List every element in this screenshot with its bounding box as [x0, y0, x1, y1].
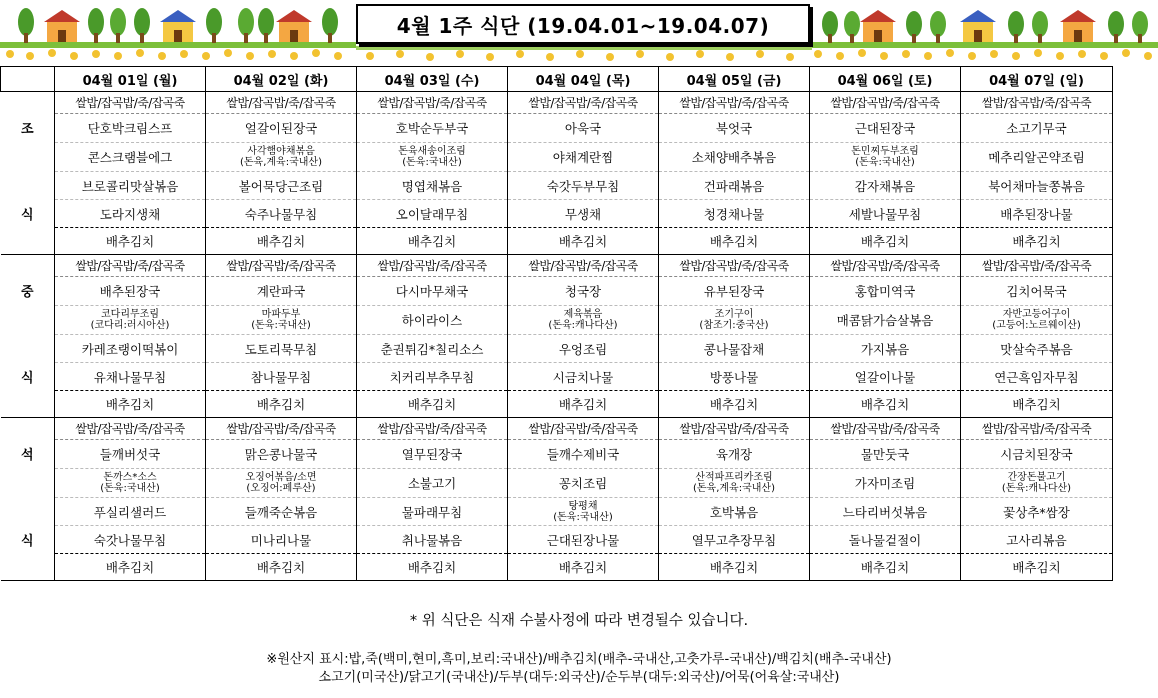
dish-name: 마파두부 [261, 309, 301, 320]
menu-dish: 숙갓두부무침 [508, 172, 659, 200]
menu-row [1, 498, 1113, 526]
menu-dish [357, 143, 508, 172]
menu-dish: 건파래볶음 [659, 172, 810, 200]
menu-dish [810, 498, 961, 526]
menu-dish [810, 143, 961, 172]
menu-dish [659, 469, 810, 498]
dish-origin: (코다리:러시아산) [90, 320, 170, 331]
kimchi-side: 배추김치 [810, 554, 961, 581]
menu-dish: 유부된장국 [659, 277, 810, 306]
menu-dish [659, 498, 810, 526]
spacer [1, 301, 55, 371]
kimchi-side: 배추김치 [961, 554, 1113, 581]
menu-dish [961, 306, 1113, 335]
menu-dish [55, 306, 206, 335]
menu-dish [508, 306, 659, 335]
dish-name: 매콤닭가슴살볶음 [836, 313, 934, 328]
menu-dish [206, 498, 357, 526]
kimchi-side: 배추김치 [55, 228, 206, 255]
dish-origin: (돈육:국내산) [251, 320, 311, 331]
dish-origin: (돈육:캐나다산) [548, 320, 618, 331]
menu-dish: 배추된장나물 [961, 200, 1113, 228]
menu-row [1, 391, 1113, 418]
menu-dish: 도라지생채 [55, 200, 206, 228]
kimchi-side: 배추김치 [961, 228, 1113, 255]
menu-dish: 명엽채볶음 [357, 172, 508, 200]
menu-dish [810, 469, 961, 498]
menu-dish: 시금치된장국 [961, 440, 1113, 469]
rice-options: 쌀밥/잡곡밥/죽/잡곡죽 [961, 92, 1113, 114]
page-title: 4월 1주 식단 (19.04.01~19.04.07) [356, 4, 810, 44]
day-header: 04월 01일 (월) [55, 67, 206, 92]
menu-dish: 숙주나물무침 [206, 200, 357, 228]
meal-label-top: 조 [20, 122, 34, 137]
menu-dish: 아욱국 [508, 114, 659, 143]
flower-icon [814, 49, 1152, 60]
tree-icon [18, 8, 34, 43]
menu-dish: 청국장 [508, 277, 659, 306]
menu-dish: 무생채 [508, 200, 659, 228]
dish-name: 가자미조림 [854, 476, 916, 491]
kimchi-side: 배추김치 [508, 228, 659, 255]
menu-dish: 세발나물무침 [810, 200, 961, 228]
dish-name: 야채계란찜 [552, 150, 614, 165]
menu-dish: 참나물무침 [206, 363, 357, 391]
menu-dish: 단호박크림스프 [55, 114, 206, 143]
menu-dish [206, 469, 357, 498]
dish-name: 코다리무조림 [101, 309, 159, 320]
menu-dish: 돌나물겉절이 [810, 526, 961, 554]
tree-icon [238, 8, 254, 43]
meal-label [1, 92, 55, 255]
dish-name: 호박볶음 [709, 504, 759, 520]
menu-dish: 취나물볶음 [357, 526, 508, 554]
tree-icon [906, 11, 922, 43]
dish-name: 소불고기 [407, 476, 457, 491]
house-icon [160, 10, 196, 42]
kimchi-side: 배추김치 [961, 391, 1113, 418]
menu-dish: 북엇국 [659, 114, 810, 143]
menu-row [1, 418, 1113, 440]
rice-options: 쌀밥/잡곡밥/죽/잡곡죽 [508, 418, 659, 440]
menu-dish [659, 306, 810, 335]
day-header-row [1, 67, 1113, 92]
meal-label [1, 255, 55, 418]
menu-dish: 시금치나물 [508, 363, 659, 391]
kimchi-side: 배추김치 [659, 391, 810, 418]
menu-dish: 오이달래무침 [357, 200, 508, 228]
kimchi-side: 배추김치 [508, 554, 659, 581]
tree-icon [258, 8, 274, 43]
menu-dish: 들깨수제비국 [508, 440, 659, 469]
menu-row [1, 469, 1113, 498]
tree-icon [1032, 11, 1048, 43]
menu-dish [810, 306, 961, 335]
day-header: 04월 04일 (목) [508, 67, 659, 92]
kimchi-side: 배추김치 [206, 391, 357, 418]
rice-options: 쌀밥/잡곡밥/죽/잡곡죽 [357, 255, 508, 277]
rice-options: 쌀밥/잡곡밥/죽/잡곡죽 [659, 418, 810, 440]
tree-icon [844, 11, 860, 43]
menu-dish: 배추된장국 [55, 277, 206, 306]
meal-label [1, 418, 55, 581]
menu-dish: 볼어묵당근조림 [206, 172, 357, 200]
day-header: 04월 06일 (토) [810, 67, 961, 92]
dish-origin: (돈육:국내산) [100, 483, 160, 494]
right-scenery [812, 10, 1158, 60]
rice-options: 쌀밥/잡곡밥/죽/잡곡죽 [206, 255, 357, 277]
dish-name: 느타리버섯볶음 [842, 504, 928, 520]
menu-row [1, 143, 1113, 172]
dish-name: 꽁치조림 [558, 476, 608, 491]
rice-options: 쌀밥/잡곡밥/죽/잡곡죽 [55, 255, 206, 277]
menu-dish [508, 469, 659, 498]
tree-icon [134, 8, 150, 43]
menu-dish: 근대된장국 [810, 114, 961, 143]
meal-label-bottom: 식 [20, 371, 34, 386]
house-icon [276, 10, 312, 42]
menu-row [1, 526, 1113, 554]
dish-origin: (돈육,계육:국내산) [693, 483, 775, 494]
rice-options: 쌀밥/잡곡밥/죽/잡곡죽 [659, 92, 810, 114]
dish-origin: (오징어:페루산) [246, 483, 316, 494]
rice-options: 쌀밥/잡곡밥/죽/잡곡죽 [206, 418, 357, 440]
menu-dish: 방풍나물 [659, 363, 810, 391]
kimchi-side: 배추김치 [357, 391, 508, 418]
menu-dish: 감자채볶음 [810, 172, 961, 200]
menu-row [1, 92, 1113, 114]
dish-origin: (돈육:캐나다산) [1001, 483, 1072, 494]
menu-dish: 소고기무국 [961, 114, 1113, 143]
menu-row [1, 363, 1113, 391]
menu-dish: 김치어묵국 [961, 277, 1113, 306]
dish-name: 제육볶음 [563, 309, 603, 320]
dish-name: 돈까스*소스 [103, 472, 157, 483]
menu-dish [55, 498, 206, 526]
menu-dish: 북어채마늘쫑볶음 [961, 172, 1113, 200]
menu-dish [961, 469, 1113, 498]
left-scenery [0, 8, 356, 60]
rice-options: 쌀밥/잡곡밥/죽/잡곡죽 [55, 418, 206, 440]
menu-dish [206, 143, 357, 172]
origin-notice-line2: 소고기(미국산)/닭고기(국내산)/두부(대두:외국산)/순두부(대두:외국산)/어묵(어육살:국내산) [318, 670, 840, 685]
rice-options: 쌀밥/잡곡밥/죽/잡곡죽 [508, 92, 659, 114]
menu-dish: 계란파국 [206, 277, 357, 306]
kimchi-side: 배추김치 [508, 391, 659, 418]
tree-icon [322, 8, 338, 43]
tree-icon [1008, 11, 1024, 43]
rice-options: 쌀밥/잡곡밥/죽/잡곡죽 [810, 92, 961, 114]
meal-label-bottom: 식 [20, 534, 34, 549]
menu-row [1, 255, 1113, 277]
menu-dish: 미나리나물 [206, 526, 357, 554]
rice-options: 쌀밥/잡곡밥/죽/잡곡죽 [357, 418, 508, 440]
rice-options: 쌀밥/잡곡밥/죽/잡곡죽 [659, 255, 810, 277]
menu-dish: 얼갈이된장국 [206, 114, 357, 143]
dish-name: 산적파프리카조림 [695, 472, 773, 483]
menu-dish: 연근흑임자무침 [961, 363, 1113, 391]
menu-row [1, 277, 1113, 306]
rice-options: 쌀밥/잡곡밥/죽/잡곡죽 [810, 255, 961, 277]
dish-name: 오징어볶음/소면 [245, 472, 317, 483]
day-header: 04월 02일 (화) [206, 67, 357, 92]
house-icon [960, 10, 996, 42]
tree-icon [930, 11, 946, 43]
menu-dish: 도토리묵무침 [206, 335, 357, 363]
dish-origin: (참조기:중국산) [699, 320, 769, 331]
tree-icon [206, 8, 222, 43]
menu-row [1, 114, 1113, 143]
house-icon [860, 10, 896, 42]
kimchi-side: 배추김치 [55, 391, 206, 418]
tree-icon [110, 8, 126, 43]
spacer [1, 464, 55, 534]
spacer [1, 138, 55, 208]
dish-name: 꽃상추*쌈장 [1003, 504, 1070, 520]
menu-dish [961, 498, 1113, 526]
tree-icon [1132, 11, 1148, 43]
rice-options: 쌀밥/잡곡밥/죽/잡곡죽 [961, 255, 1113, 277]
day-header: 04월 03일 (수) [357, 67, 508, 92]
dish-name: 돈민찌두부조림 [851, 146, 919, 157]
dish-name: 메추리알곤약조림 [988, 150, 1085, 165]
menu-dish [961, 143, 1113, 172]
kimchi-side: 배추김치 [206, 228, 357, 255]
menu-dish: 콩나물잡채 [659, 335, 810, 363]
rice-options: 쌀밥/잡곡밥/죽/잡곡죽 [810, 418, 961, 440]
tree-icon [822, 11, 838, 43]
menu-dish [357, 498, 508, 526]
menu-dish [55, 469, 206, 498]
menu-row [1, 200, 1113, 228]
dish-name: 물파래무침 [401, 504, 463, 520]
dish-name: 돈육새송이조림 [398, 146, 466, 157]
dish-origin: (고등어:노르웨이산) [992, 320, 1081, 331]
menu-dish: 고사리볶음 [961, 526, 1113, 554]
dish-name: 푸실리샐러드 [93, 504, 167, 520]
tree-icon [1108, 11, 1124, 43]
meal-label-top: 석 [20, 448, 34, 463]
menu-dish: 물만둣국 [810, 440, 961, 469]
menu-row [1, 440, 1113, 469]
house-icon [1060, 10, 1096, 42]
menu-dish [357, 306, 508, 335]
menu-dish: 호박순두부국 [357, 114, 508, 143]
menu-dish [206, 306, 357, 335]
menu-dish: 유채나물무침 [55, 363, 206, 391]
kimchi-side: 배추김치 [206, 554, 357, 581]
menu-dish: 홍합미역국 [810, 277, 961, 306]
weekly-menu-table [0, 66, 1113, 581]
kimchi-side: 배추김치 [659, 554, 810, 581]
menu-dish: 맑은콩나물국 [206, 440, 357, 469]
rice-options: 쌀밥/잡곡밥/죽/잡곡죽 [55, 92, 206, 114]
dish-name: 하이라이스 [401, 313, 463, 328]
menu-dish: 카레조랭이떡볶이 [55, 335, 206, 363]
dish-name: 소채양배추볶음 [691, 150, 777, 165]
menu-dish: 얼갈이나물 [810, 363, 961, 391]
menu-row [1, 554, 1113, 581]
kimchi-side: 배추김치 [659, 228, 810, 255]
menu-dish [659, 143, 810, 172]
menu-dish: 가지볶음 [810, 335, 961, 363]
change-notice: * 위 식단은 식재 수불사정에 따라 변경될수 있습니다. [409, 613, 749, 629]
dish-origin: (돈육:국내산) [553, 511, 613, 523]
flower-icon [6, 49, 342, 60]
kimchi-side: 배추김치 [810, 391, 961, 418]
kimchi-side: 배추김치 [357, 554, 508, 581]
day-header: 04월 05일 (금) [659, 67, 810, 92]
menu-dish [55, 143, 206, 172]
menu-dish: 다시마무채국 [357, 277, 508, 306]
rice-options: 쌀밥/잡곡밥/죽/잡곡죽 [206, 92, 357, 114]
tree-icon [88, 8, 104, 43]
menu-dish: 춘권튀김*칠리소스 [357, 335, 508, 363]
dish-origin: (돈육:국내산) [402, 157, 462, 168]
menu-row [1, 228, 1113, 255]
meal-label-bottom: 식 [20, 208, 34, 223]
menu-dish: 근대된장나물 [508, 526, 659, 554]
menu-dish: 육개장 [659, 440, 810, 469]
menu-dish [357, 469, 508, 498]
kimchi-side: 배추김치 [357, 228, 508, 255]
dish-name: 조기구이 [714, 309, 754, 320]
menu-row [1, 306, 1113, 335]
menu-dish: 우엉조림 [508, 335, 659, 363]
kimchi-side: 배추김치 [55, 554, 206, 581]
menu-dish: 치커리부추무침 [357, 363, 508, 391]
kimchi-side: 배추김치 [810, 228, 961, 255]
dish-name: 탕평채 [568, 500, 598, 512]
dish-name: 자반고등어구이 [1002, 309, 1071, 320]
dish-name: 간장돈불고기 [1007, 472, 1066, 483]
menu-dish: 들깨버섯국 [55, 440, 206, 469]
dish-name: 들깨죽순볶음 [244, 504, 318, 520]
dish-name: 사각햄야채볶음 [247, 146, 315, 157]
menu-dish [508, 143, 659, 172]
origin-notice-line1: ※원산지 표시:밥,죽(백미,현미,흑미,보리:국내산)/배추김치(배추-국내산,고춧가루-국내산)/백김치(배추-국내산) [266, 652, 892, 667]
meal-label-top: 중 [20, 285, 34, 300]
menu-dish: 청경채나물 [659, 200, 810, 228]
menu-dish: 맛살숙주볶음 [961, 335, 1113, 363]
rice-options: 쌀밥/잡곡밥/죽/잡곡죽 [508, 255, 659, 277]
day-header: 04월 07일 (일) [961, 67, 1113, 92]
menu-dish: 숙갓나물무침 [55, 526, 206, 554]
dish-origin: (돈육,계육:국내산) [240, 157, 322, 168]
menu-dish: 브로콜리맛살볶음 [55, 172, 206, 200]
menu-dish: 열무고추장무침 [659, 526, 810, 554]
dish-origin: (돈육:국내산) [855, 157, 915, 168]
rice-options: 쌀밥/잡곡밥/죽/잡곡죽 [961, 418, 1113, 440]
rice-options: 쌀밥/잡곡밥/죽/잡곡죽 [357, 92, 508, 114]
menu-row [1, 335, 1113, 363]
corner-cell [1, 67, 55, 92]
menu-dish [508, 498, 659, 526]
menu-dish: 열무된장국 [357, 440, 508, 469]
dish-name: 콘스크램블에그 [87, 150, 173, 165]
center-flower-strip [356, 46, 812, 61]
menu-row [1, 172, 1113, 200]
house-icon [44, 10, 80, 42]
